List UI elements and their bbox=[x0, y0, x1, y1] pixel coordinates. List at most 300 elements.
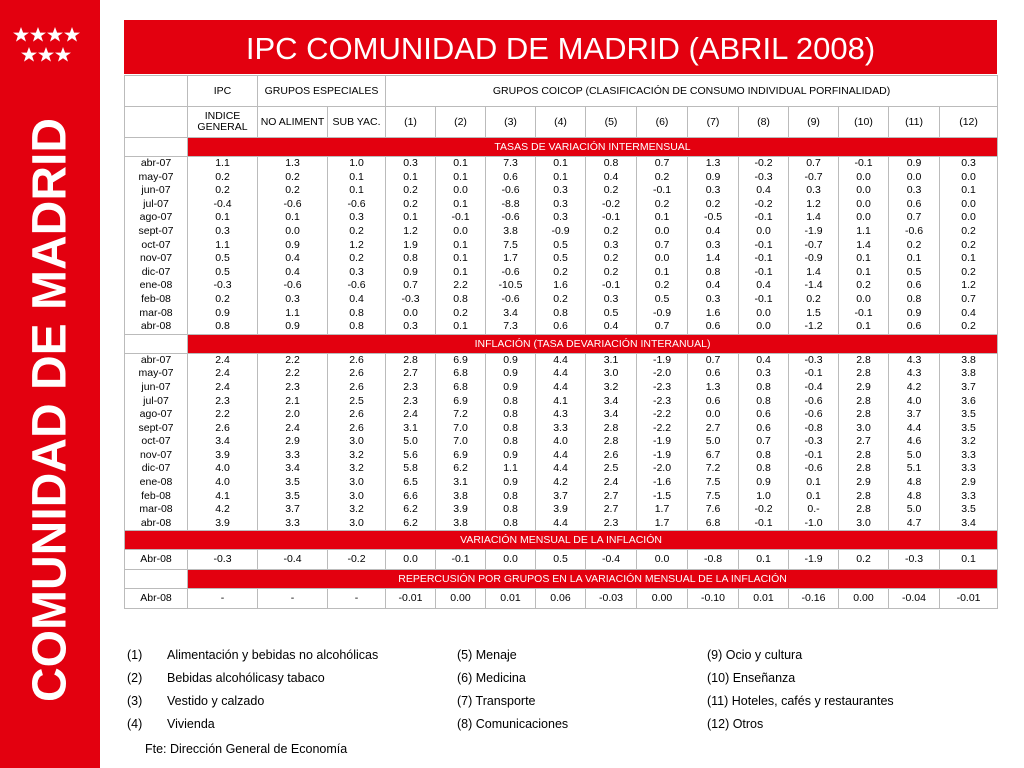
value-column bbox=[436, 157, 486, 335]
table-cell: 0.0 bbox=[856, 197, 871, 210]
header-group: (1) bbox=[386, 107, 436, 138]
table-cell: -0.8 bbox=[804, 421, 823, 434]
table-cell: -0.1 bbox=[804, 448, 823, 461]
table-cell: 2.4 bbox=[215, 380, 230, 393]
table-cell: -1.9 bbox=[804, 224, 823, 237]
table-cell: 0.8 bbox=[503, 516, 518, 529]
table-cell: 3.8 bbox=[961, 353, 976, 366]
table-cell: -0.3 bbox=[754, 170, 773, 183]
table-cell: 0.1 bbox=[403, 211, 418, 224]
table-cell: 4.4 bbox=[906, 421, 922, 434]
table-cell: 0.5 bbox=[215, 265, 230, 278]
table-cell: 3.0 bbox=[349, 476, 364, 489]
table-cell: 2.8 bbox=[856, 489, 871, 502]
table-cell: 0.3 bbox=[906, 184, 922, 197]
legend-item bbox=[707, 717, 763, 731]
table-cell: 0.6 bbox=[756, 421, 771, 434]
table-cell: 3.9 bbox=[453, 503, 468, 516]
table-cell: 1.1 bbox=[215, 157, 230, 169]
table-cell: 0.2 bbox=[603, 184, 619, 197]
table-cell: 0.1 bbox=[453, 252, 468, 265]
month-label: ene-08 bbox=[139, 279, 173, 292]
table-cell: -0.1 bbox=[854, 157, 873, 169]
table-cell: -0.03 bbox=[586, 589, 637, 609]
table-cell: 0.2 bbox=[453, 306, 468, 319]
table-cell: 0.5 bbox=[553, 238, 568, 251]
table-cell: 0.8 bbox=[603, 157, 619, 169]
table-cell: 4.1 bbox=[553, 394, 568, 407]
table-cell: -0.6 bbox=[804, 408, 823, 421]
month-label: ago-07 bbox=[139, 211, 173, 224]
table-cell: 0.5 bbox=[536, 550, 586, 570]
value-column bbox=[839, 353, 889, 531]
table-cell: 3.3 bbox=[961, 462, 976, 475]
table-cell: 2.3 bbox=[403, 394, 418, 407]
table-cell: 0.3 bbox=[961, 157, 976, 169]
table-cell: -0.1 bbox=[754, 252, 773, 265]
table-cell: 7.2 bbox=[705, 462, 721, 475]
table-cell: 6.9 bbox=[453, 353, 468, 366]
table-cell: 1.4 bbox=[856, 238, 871, 251]
header-group: (6) bbox=[637, 107, 688, 138]
table-cell: -2.0 bbox=[652, 367, 672, 380]
table-cell: 4.6 bbox=[906, 435, 922, 448]
table-cell: 0.8 bbox=[705, 265, 721, 278]
table-cell: 4.2 bbox=[553, 476, 568, 489]
month-label: oct-07 bbox=[141, 238, 171, 251]
table-row-mensual bbox=[125, 550, 998, 570]
table-cell: 3.8 bbox=[453, 516, 468, 529]
header-group: (11) bbox=[889, 107, 940, 138]
header-group: (8) bbox=[739, 107, 789, 138]
table-cell: 0.3 bbox=[349, 265, 364, 278]
table-cell: 0.1 bbox=[961, 252, 976, 265]
table-cell: 3.5 bbox=[285, 476, 300, 489]
months-cell bbox=[125, 353, 188, 531]
table-cell: -2.3 bbox=[652, 394, 672, 407]
value-column bbox=[436, 353, 486, 531]
table-cell: -0.6 bbox=[501, 184, 520, 197]
table-cell: -0.8 bbox=[688, 550, 739, 570]
table-cell: 0.7 bbox=[403, 279, 418, 292]
table-cell: 1.7 bbox=[654, 516, 670, 529]
table-cell: -1.9 bbox=[652, 435, 672, 448]
value-column bbox=[940, 353, 998, 531]
table-cell: -0.4 bbox=[213, 197, 232, 210]
table-cell: -2.3 bbox=[652, 380, 672, 393]
table-cell: -0.04 bbox=[889, 589, 940, 609]
table-cell: 0.2 bbox=[961, 224, 976, 237]
table-cell: 4.0 bbox=[215, 462, 230, 475]
table-cell: -0.4 bbox=[804, 380, 823, 393]
table-cell: 7.5 bbox=[503, 238, 518, 251]
table-cell: 2.3 bbox=[215, 394, 230, 407]
table-cell: 0.1 bbox=[654, 265, 670, 278]
table-cell: 0.1 bbox=[906, 252, 922, 265]
table-cell: 0.4 bbox=[603, 320, 619, 333]
table-cell: 0.2 bbox=[961, 265, 976, 278]
table-cell: 0.6 bbox=[553, 320, 568, 333]
table-cell: -0.1 bbox=[451, 211, 470, 224]
table-cell: 0.2 bbox=[654, 279, 670, 292]
table-cell: 0.8 bbox=[756, 380, 771, 393]
legend-text: (6) Medicina bbox=[457, 671, 526, 685]
table-cell: 3.2 bbox=[349, 503, 364, 516]
value-column bbox=[188, 157, 258, 335]
table-cell: 0.2 bbox=[961, 238, 976, 251]
table-cell: 3.1 bbox=[603, 353, 619, 366]
table-cell: -0.1 bbox=[652, 184, 672, 197]
table-cell: 3.0 bbox=[349, 489, 364, 502]
table-cell: 0.9 bbox=[503, 380, 518, 393]
value-column bbox=[536, 353, 586, 531]
table-cell: 2.8 bbox=[403, 353, 418, 366]
table-cell: 2.6 bbox=[349, 380, 364, 393]
star-icon bbox=[21, 47, 37, 62]
sidebar bbox=[0, 0, 100, 768]
month-label: jun-07 bbox=[141, 380, 171, 393]
table-cell: 1.4 bbox=[806, 265, 821, 278]
table-cell: 4.2 bbox=[906, 380, 922, 393]
table-cell: -0.3 bbox=[804, 435, 823, 448]
value-column bbox=[789, 353, 839, 531]
table-cell: 0.8 bbox=[503, 503, 518, 516]
table-cell: 0.9 bbox=[285, 238, 300, 251]
table-cell: 2.7 bbox=[403, 367, 418, 380]
table-cell: 5.0 bbox=[906, 448, 922, 461]
vertical-title: COMUNIDAD DE MADRID bbox=[23, 118, 77, 702]
legend-item bbox=[457, 648, 517, 662]
table-cell: 0.3 bbox=[403, 157, 418, 169]
table-cell: 0.9 bbox=[503, 476, 518, 489]
table-cell: -0.7 bbox=[804, 238, 823, 251]
table-cell: 0.1 bbox=[856, 320, 871, 333]
table-cell: -0.3 bbox=[804, 353, 823, 366]
page-title: IPC COMUNIDAD DE MADRID (ABRIL 2008) bbox=[124, 20, 997, 74]
table-cell: 0.3 bbox=[553, 184, 568, 197]
table-cell: -0.6 bbox=[501, 292, 520, 305]
month-label: feb-08 bbox=[141, 292, 171, 305]
table-cell: -0.2 bbox=[328, 550, 386, 570]
table-cell: 3.8 bbox=[503, 224, 518, 237]
table-cell: 0.0 bbox=[486, 550, 536, 570]
table-cell: 0.2 bbox=[603, 252, 619, 265]
value-column bbox=[637, 353, 688, 531]
star-icon bbox=[64, 27, 80, 42]
table-cell: 3.1 bbox=[403, 421, 418, 434]
value-column bbox=[789, 157, 839, 335]
table-cell: 0.7 bbox=[654, 157, 670, 169]
table-cell: 0.6 bbox=[705, 394, 721, 407]
table-cell: -0.01 bbox=[940, 589, 998, 609]
table-cell: -0.6 bbox=[283, 279, 302, 292]
table-cell: 0.5 bbox=[654, 292, 670, 305]
table-cell: 0.2 bbox=[806, 292, 821, 305]
legend-text: (5) Menaje bbox=[457, 648, 517, 662]
table-cell: 6.9 bbox=[453, 394, 468, 407]
table-cell: 1.1 bbox=[215, 238, 230, 251]
table-cell: 0.5 bbox=[215, 252, 230, 265]
table-cell: 0.2 bbox=[603, 265, 619, 278]
table-cell: 2.5 bbox=[603, 462, 619, 475]
data-block-intermensual bbox=[125, 157, 998, 335]
header-group: (12) bbox=[940, 107, 998, 138]
table-cell: 0.4 bbox=[705, 279, 721, 292]
table-cell: 0.3 bbox=[705, 184, 721, 197]
table-cell: 3.8 bbox=[453, 489, 468, 502]
value-column bbox=[688, 353, 739, 531]
table-cell: -0.1 bbox=[754, 211, 773, 224]
table-cell: 2.4 bbox=[403, 408, 418, 421]
value-column bbox=[386, 353, 436, 531]
table-cell: 4.7 bbox=[906, 516, 922, 529]
table-cell: 4.4 bbox=[553, 367, 568, 380]
table-cell: 0.6 bbox=[705, 320, 721, 333]
table-cell: 0.9 bbox=[906, 306, 922, 319]
table-cell: 2.9 bbox=[856, 380, 871, 393]
month-label: abr-08 bbox=[140, 320, 172, 333]
header-group: (4) bbox=[536, 107, 586, 138]
table-cell: 0.9 bbox=[503, 353, 518, 366]
data-block-interanual bbox=[125, 353, 998, 531]
table-cell: 0.0 bbox=[906, 170, 922, 183]
table-cell: 0.0 bbox=[756, 306, 771, 319]
ipc-table bbox=[124, 75, 998, 609]
table-cell: 1.7 bbox=[503, 252, 518, 265]
table-cell: 2.8 bbox=[856, 448, 871, 461]
table-cell: 2.9 bbox=[285, 435, 300, 448]
table-cell: 2.2 bbox=[215, 408, 230, 421]
table-cell: 3.5 bbox=[285, 489, 300, 502]
value-column bbox=[586, 157, 637, 335]
table-cell: 2.8 bbox=[603, 435, 619, 448]
table-cell: 3.4 bbox=[285, 462, 300, 475]
table-cell: 2.4 bbox=[215, 353, 230, 366]
table-cell: 0.8 bbox=[503, 489, 518, 502]
header-no-aliment: NO ALIMENT bbox=[258, 107, 328, 138]
table-cell: - bbox=[258, 589, 328, 609]
stars-logo bbox=[0, 24, 100, 68]
table-cell: 4.4 bbox=[553, 448, 568, 461]
star-icon bbox=[13, 27, 29, 42]
table-cell: 0.9 bbox=[503, 448, 518, 461]
table-cell: 1.6 bbox=[553, 279, 568, 292]
table-cell: 3.1 bbox=[453, 476, 468, 489]
table-cell: 3.0 bbox=[856, 516, 871, 529]
table-cell: 4.3 bbox=[906, 353, 922, 366]
table-cell: -1.9 bbox=[652, 448, 672, 461]
month-label: ago-07 bbox=[139, 408, 173, 421]
table-cell: -1.0 bbox=[804, 516, 823, 529]
table-cell: 0.3 bbox=[705, 238, 721, 251]
value-column bbox=[486, 353, 536, 531]
table-cell: 3.5 bbox=[961, 503, 976, 516]
table-cell: 2.5 bbox=[349, 394, 364, 407]
table-cell: -0.1 bbox=[754, 238, 773, 251]
month-label: ene-08 bbox=[139, 476, 173, 489]
table-cell: 0.0 bbox=[654, 224, 670, 237]
table-cell: 0.6 bbox=[705, 367, 721, 380]
header-ipc: IPC bbox=[188, 76, 258, 107]
legend-text: (11) Hoteles, cafés y restaurantes bbox=[707, 694, 894, 708]
table-cell: 0.4 bbox=[756, 279, 771, 292]
table-cell: 3.8 bbox=[961, 367, 976, 380]
table-cell: -10.5 bbox=[498, 279, 523, 292]
table-cell: -0.6 bbox=[283, 197, 302, 210]
legend-item bbox=[124, 717, 215, 731]
table-cell: 0.0 bbox=[386, 550, 436, 570]
table-cell: 1.9 bbox=[403, 238, 418, 251]
value-column bbox=[637, 157, 688, 335]
table-cell: 1.4 bbox=[705, 252, 721, 265]
value-column bbox=[486, 157, 536, 335]
table-cell: 0.7 bbox=[806, 157, 821, 169]
table-cell: 4.0 bbox=[215, 476, 230, 489]
header-grupos-especiales: GRUPOS ESPECIALES bbox=[258, 76, 386, 107]
table-cell: 3.4 bbox=[215, 435, 230, 448]
table-cell: 3.0 bbox=[349, 435, 364, 448]
table-cell: -0.6 bbox=[501, 265, 520, 278]
table-cell: 0.2 bbox=[285, 184, 300, 197]
value-column bbox=[839, 157, 889, 335]
star-icon bbox=[30, 27, 46, 42]
table-cell: 0.0 bbox=[856, 170, 871, 183]
value-column bbox=[188, 353, 258, 531]
month-label: abr-08 bbox=[140, 516, 172, 529]
table-cell: 0.9 bbox=[503, 367, 518, 380]
table-cell: 2.8 bbox=[856, 353, 871, 366]
table-cell: 0.3 bbox=[756, 367, 771, 380]
header-group: (5) bbox=[586, 107, 637, 138]
table-cell: 0.5 bbox=[553, 252, 568, 265]
header-group: (3) bbox=[486, 107, 536, 138]
table-cell: 3.3 bbox=[285, 448, 300, 461]
value-column bbox=[258, 353, 328, 531]
table-cell: 2.2 bbox=[285, 367, 300, 380]
table-cell: 1.6 bbox=[705, 306, 721, 319]
table-cell: 0.4 bbox=[603, 170, 619, 183]
table-cell: 6.2 bbox=[403, 516, 418, 529]
table-cell: 7.0 bbox=[453, 421, 468, 434]
table-cell: 3.6 bbox=[961, 394, 976, 407]
table-cell: 0.4 bbox=[349, 292, 364, 305]
table-cell: 2.6 bbox=[349, 408, 364, 421]
table-cell: 0.2 bbox=[654, 197, 670, 210]
star-icon bbox=[55, 47, 71, 62]
table-cell: 0.9 bbox=[906, 157, 922, 169]
table-cell: 0.1 bbox=[553, 170, 568, 183]
table-row-repercusion bbox=[125, 589, 998, 609]
table-cell: 7.0 bbox=[453, 435, 468, 448]
table-cell: 0.8 bbox=[906, 292, 922, 305]
legend-item bbox=[707, 671, 795, 685]
month-label: abr-07 bbox=[140, 157, 172, 169]
table-cell: -8.8 bbox=[501, 197, 520, 210]
table-cell: 4.4 bbox=[553, 516, 568, 529]
value-column bbox=[739, 353, 789, 531]
table-cell: 6.6 bbox=[403, 489, 418, 502]
row-label: Abr-08 bbox=[125, 550, 188, 570]
table-cell: 1.0 bbox=[756, 489, 771, 502]
table-cell: -0.4 bbox=[258, 550, 328, 570]
table-cell: 0.8 bbox=[503, 394, 518, 407]
table-cell: 0.3 bbox=[553, 211, 568, 224]
table-cell: 2.2 bbox=[285, 353, 300, 366]
table-cell: 2.1 bbox=[285, 394, 300, 407]
row-label: Abr-08 bbox=[125, 589, 188, 609]
table-cell: 2.6 bbox=[349, 421, 364, 434]
table-cell: 4.8 bbox=[906, 476, 922, 489]
table-cell: 0.6 bbox=[906, 320, 922, 333]
table-cell: -0.01 bbox=[386, 589, 436, 609]
table-cell: 0.8 bbox=[503, 435, 518, 448]
table-cell: 0.00 bbox=[839, 589, 889, 609]
table-cell: 0.1 bbox=[961, 184, 976, 197]
table-cell: 0.2 bbox=[654, 170, 670, 183]
table-cell: 0.1 bbox=[215, 211, 230, 224]
value-column bbox=[889, 353, 940, 531]
table-cell: 2.8 bbox=[856, 394, 871, 407]
table-cell: 6.8 bbox=[453, 367, 468, 380]
header-indice-general: INDICE GENERAL bbox=[188, 107, 258, 138]
table-cell: 2.3 bbox=[603, 516, 619, 529]
legend-item bbox=[457, 671, 526, 685]
table-cell: 0.2 bbox=[215, 184, 230, 197]
table-cell: 0.01 bbox=[739, 589, 789, 609]
value-column bbox=[258, 157, 328, 335]
table-cell: 3.3 bbox=[285, 516, 300, 529]
table-cell: 0.6 bbox=[906, 197, 922, 210]
month-label: mar-08 bbox=[139, 306, 173, 319]
table-cell: 0.3 bbox=[349, 211, 364, 224]
table-cell: 0.0 bbox=[403, 306, 418, 319]
header-group: (9) bbox=[789, 107, 839, 138]
table-cell: -2.2 bbox=[652, 408, 672, 421]
legend-number: (2) bbox=[127, 671, 143, 685]
table-cell: 3.3 bbox=[553, 421, 568, 434]
value-column bbox=[688, 157, 739, 335]
table-cell: 0.2 bbox=[961, 320, 976, 333]
star-icon bbox=[38, 47, 54, 62]
month-label: nov-07 bbox=[139, 252, 173, 265]
table-cell: 0.6 bbox=[756, 408, 771, 421]
table-cell: 0.4 bbox=[285, 252, 300, 265]
table-cell: 2.7 bbox=[856, 435, 871, 448]
section-interanual: INFLACIÓN (TASA DEVARIACIÓN INTERANUAL) bbox=[188, 334, 998, 353]
table-cell: 1.2 bbox=[806, 197, 821, 210]
table-cell: -1.4 bbox=[804, 279, 823, 292]
table-cell: 7.5 bbox=[705, 489, 721, 502]
table-cell: -0.1 bbox=[854, 306, 873, 319]
table-cell: -0.6 bbox=[804, 462, 823, 475]
table-cell: 1.3 bbox=[705, 380, 721, 393]
table-cell: 7.2 bbox=[453, 408, 468, 421]
table-cell: 3.7 bbox=[285, 503, 300, 516]
table-cell: 2.8 bbox=[856, 367, 871, 380]
legend-text: (12) Otros bbox=[707, 717, 764, 731]
table-cell: 3.9 bbox=[553, 503, 568, 516]
section-repercusion: REPERCUSIÓN POR GRUPOS EN LA VARIACIÓN MENSUAL DE LA INFLACIÓN bbox=[188, 570, 998, 589]
table-cell: 0.9 bbox=[403, 265, 418, 278]
table-cell: 0.2 bbox=[839, 550, 889, 570]
legend-item bbox=[124, 694, 264, 708]
table-cell: 0.6 bbox=[906, 279, 922, 292]
table-cell: -0.2 bbox=[754, 197, 773, 210]
table-cell: 0.8 bbox=[756, 448, 771, 461]
table-cell: 3.0 bbox=[349, 516, 364, 529]
table-cell: 0.- bbox=[807, 503, 820, 516]
table-cell: 7.5 bbox=[705, 476, 721, 489]
